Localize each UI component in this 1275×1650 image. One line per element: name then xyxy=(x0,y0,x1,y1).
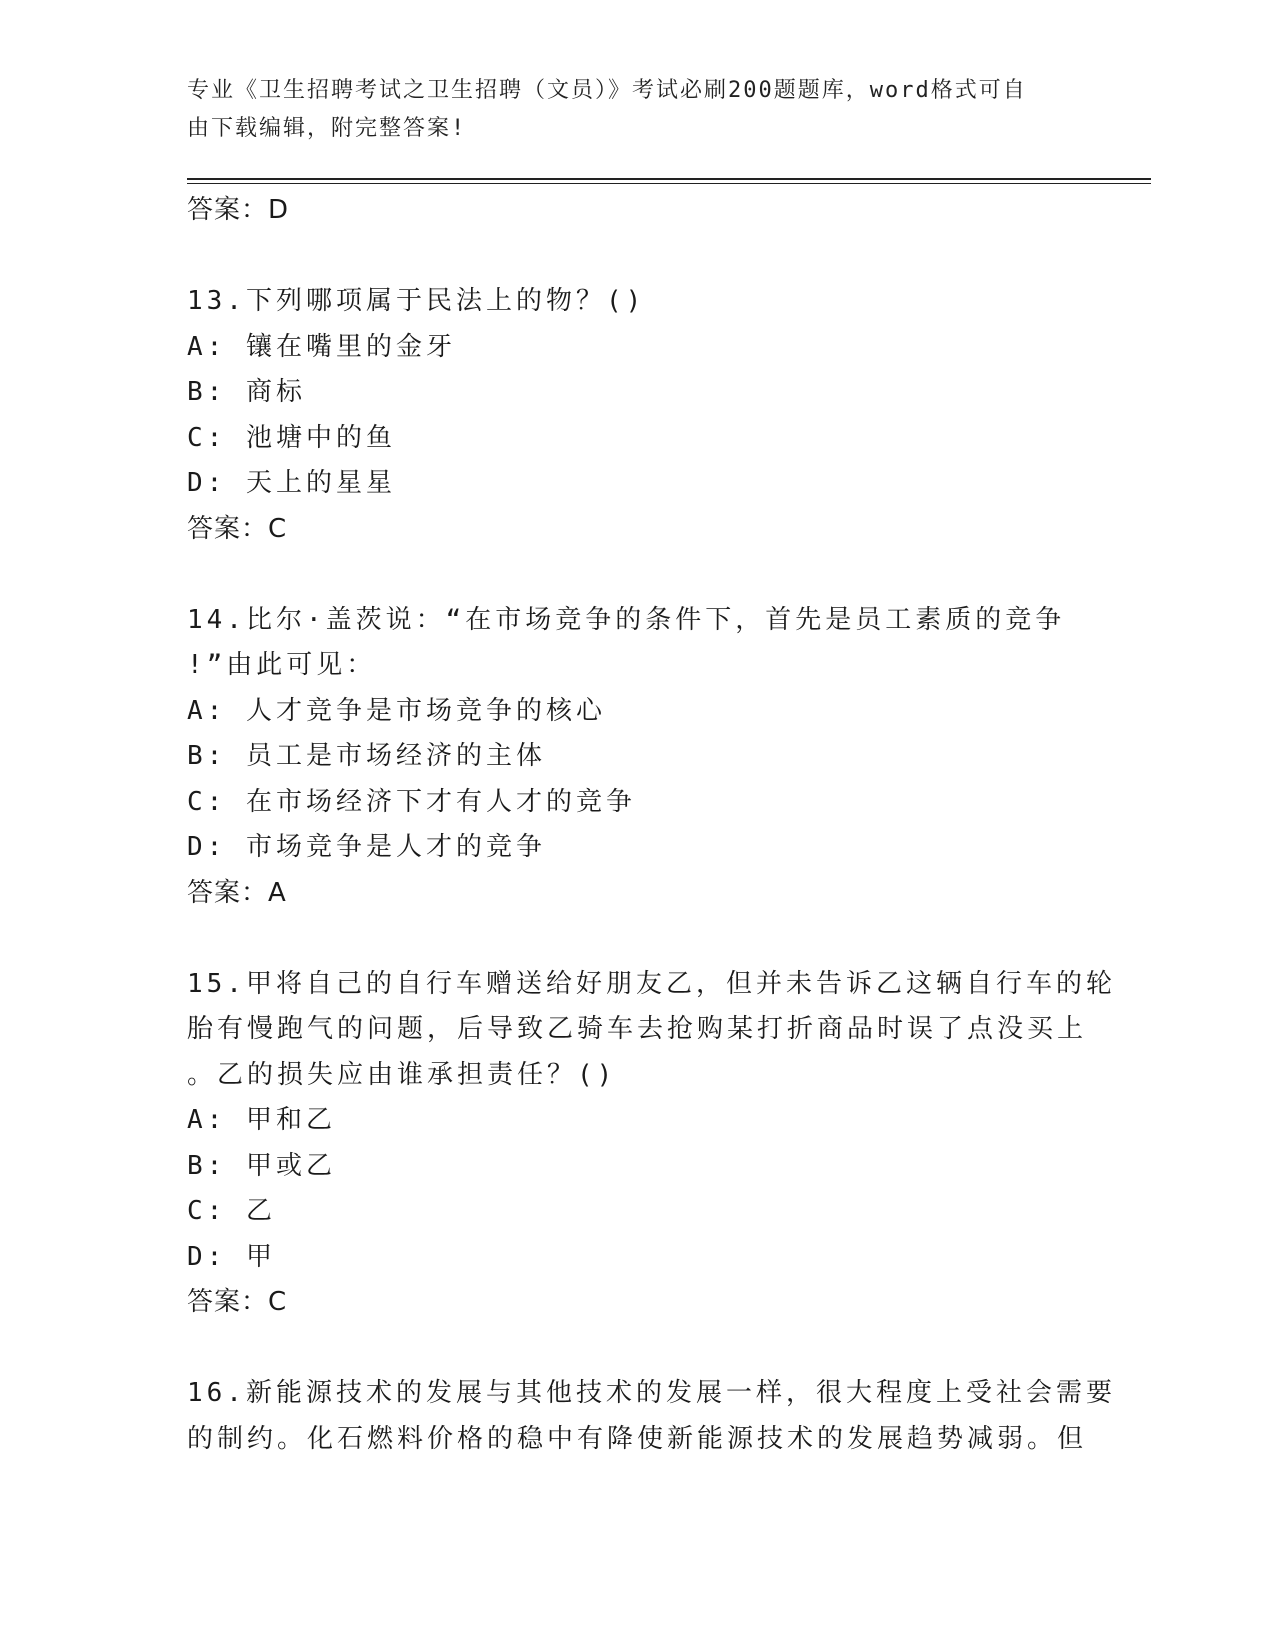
question-stem: 14.比尔·盖茨说：“在市场竞争的条件下，首先是员工素质的竞争 xyxy=(187,604,1066,635)
question-stem: 13.下列哪项属于民法上的物？() xyxy=(187,286,646,316)
header-divider-thick xyxy=(187,178,1151,180)
answer-line: 答案：D xyxy=(187,195,290,225)
question-stem: 15.甲将自己的自行车赠送给好朋友乙，但并未告诉乙这辆自行车的轮 xyxy=(187,968,1116,999)
header-line-2: 由下载编辑，附完整答案! xyxy=(187,116,467,141)
spacer xyxy=(187,1326,1087,1372)
option-d: D: 甲 xyxy=(187,1241,276,1272)
answer-line: 答案：C xyxy=(187,1287,288,1317)
answer-line: 答案：A xyxy=(187,877,287,908)
question-stem: 的制约。化石燃料价格的稳中有降使新能源技术的发展趋势减弱。但 xyxy=(187,1423,1088,1454)
document-body xyxy=(187,188,1116,1462)
header-divider-thin xyxy=(187,183,1151,184)
question-stem: !”由此可见： xyxy=(187,650,377,680)
option-a: A: 人才竞争是市场竞争的核心 xyxy=(187,695,606,726)
question-14 xyxy=(187,598,1087,917)
option-c: C: 乙 xyxy=(187,1196,276,1226)
answer-line: 答案：C xyxy=(187,513,288,544)
question-stem: 16.新能源技术的发展与其他技术的发展一样，很大程度上受社会需要 xyxy=(187,1378,1116,1408)
option-c: C: 在市场经济下才有人才的竞争 xyxy=(187,786,636,817)
option-a: A: 镶在嘴里的金牙 xyxy=(187,331,456,362)
option-b: B: 商标 xyxy=(187,377,306,407)
spacer xyxy=(187,916,1087,962)
question-15 xyxy=(187,962,1116,1326)
question-16 xyxy=(187,1371,1116,1462)
spacer xyxy=(187,552,1087,598)
option-d: D: 天上的星星 xyxy=(187,468,396,498)
option-b: B: 员工是市场经济的主体 xyxy=(187,741,546,771)
option-a: A: 甲和乙 xyxy=(187,1105,336,1135)
option-d: D: 市场竞争是人才的竞争 xyxy=(187,832,546,862)
question-13 xyxy=(187,279,1087,552)
option-b: B: 甲或乙 xyxy=(187,1150,336,1181)
question-stem: 。乙的损失应由谁承担责任？() xyxy=(187,1059,617,1090)
header-line-1: 专业《卫生招聘考试之卫生招聘（文员）》考试必刷200题题库，word格式可自 xyxy=(187,78,1027,103)
option-c: C: 池塘中的鱼 xyxy=(187,422,396,453)
spacer xyxy=(187,234,1087,280)
question-stem: 胎有慢跑气的问题，后导致乙骑车去抢购某打折商品时误了点没买上 xyxy=(187,1014,1088,1044)
page-header xyxy=(187,72,1087,148)
